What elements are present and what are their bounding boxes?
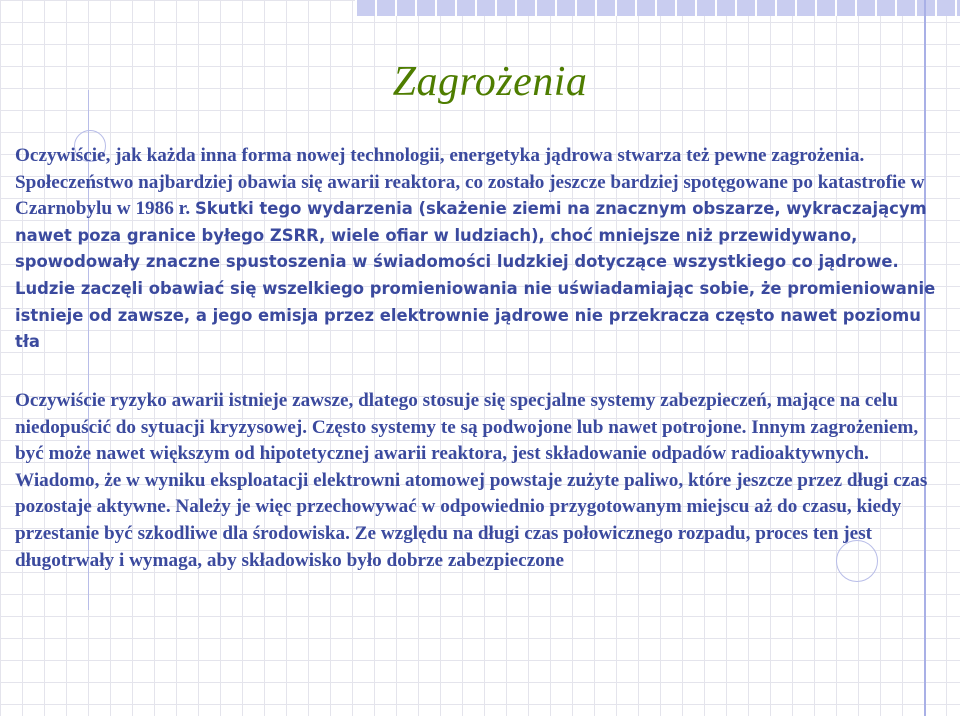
paragraph1-part1: Oczywiście, jak każda inna forma nowej technologii, energetyka jądrowa stwarza też pewne zagrożenia. Społeczeństwo najbardziej obawia się awarii reaktora, co zostało jeszcze bardziej spotęgowane po katastrofie w Czarnobylu w 1986 r.: [15, 145, 925, 220]
paragraph1-part2: Skutki tego wydarzenia (skażenie ziemi na znacznym obszarze, wykraczającym nawet poza granice byłego ZSRR, wiele ofiar w ludziach), choć mniejsze niż przewidywano, spowodowały znaczne spustoszenia w świadomości ludzkiej dotyczące wszystkiego co jądrowe. Ludzie zaczęli obawiać się wszelkiego promieniowania nie uświadamiając sobie, że promieniowanie istnieje od zawsze, a jego emisja przez elektrownie jądrowe nie przekracza często nawet poziomu tła: [15, 199, 936, 352]
top-decorative-bar: [355, 0, 960, 16]
right-decorative-line: [924, 0, 926, 716]
slide-title: Zagrożenia: [392, 59, 588, 105]
paragraph-threats-intro: [15, 143, 950, 356]
paragraph-waste-storage: Oczywiście ryzyko awarii istnieje zawsze, dlatego stosuje się specjalne systemy zabezpieczeń, mające na celu niedopuścić do sytuacji kryzysowej. Często systemy te są podwojone lub nawet potrojone. Innym zagrożeniem, być może nawet większym od hipotetycznej awarii reaktora, jest składowanie odpadów radioaktywnych. Wiadomo, że w wyniku eksploatacji elektrowni atomowej powstaje zużyte paliwo, które jeszcze przez długi czas pozostaje aktywne. Należy je więc przechowywać w odpowiednio przygotowanym miejscu aż do czasu, kiedy przestanie być szkodliwe dla środowiska. Ze względu na długi czas połowicznego rozpadu, proces ten jest długotrwały i wymaga, aby składowisko było dobrze zabezpieczone: [15, 390, 928, 571]
